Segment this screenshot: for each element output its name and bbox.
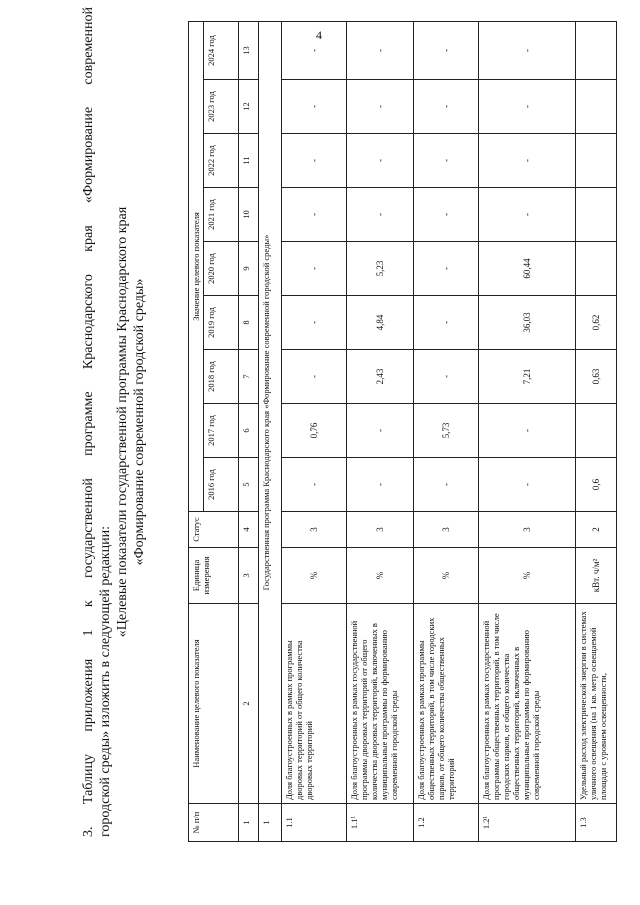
row-value: - <box>414 242 479 296</box>
column-index: 6 <box>239 404 259 458</box>
row-value: - <box>414 21 479 79</box>
row-value: - <box>282 134 347 188</box>
header-year: 2016 год <box>204 458 239 512</box>
row-value: 0,63 <box>576 350 617 404</box>
row-name: Доля благоустроенных в рамках программы общественных территорий, в том числе городских парков, от общего количества общественных территорий <box>414 604 479 804</box>
row-value: - <box>282 21 347 79</box>
row-value: - <box>282 242 347 296</box>
row-value: 0,76 <box>282 404 347 458</box>
row-value: - <box>414 350 479 404</box>
row-unit: % <box>414 548 479 604</box>
row-value <box>576 21 617 79</box>
row-value: - <box>282 80 347 134</box>
column-index: 12 <box>239 80 259 134</box>
row-name: Удельный расход электрической энергии в системах уличного освещения (на 1 кв. метр освещаемой площади с уровнем освещенности, <box>576 604 617 804</box>
target-indicators-table <box>188 21 617 842</box>
section-heading <box>80 7 148 837</box>
row-value: 5,23 <box>347 242 414 296</box>
row-value: 4,84 <box>347 296 414 350</box>
row-unit: % <box>479 548 576 604</box>
row-value: - <box>282 188 347 242</box>
table-header-row-1 <box>189 21 204 841</box>
row-num: 1.1 <box>282 804 347 842</box>
row-status: 3 <box>347 512 414 548</box>
column-index: 11 <box>239 134 259 188</box>
row-value: 7,21 <box>479 350 576 404</box>
column-index: 8 <box>239 296 259 350</box>
row-value: - <box>282 458 347 512</box>
row-value <box>576 134 617 188</box>
row-status: 2 <box>576 512 617 548</box>
heading-line-1: 3. Таблицу приложения 1 к государственной программе Краснодарского края «Формирование современной <box>81 7 96 837</box>
header-year: 2019 год <box>204 296 239 350</box>
row-value: - <box>414 296 479 350</box>
row-value: - <box>414 80 479 134</box>
row-value: - <box>347 458 414 512</box>
heading-line-2: городской среды» изложить в следующей редакции: <box>98 526 113 837</box>
header-year: 2017 год <box>204 404 239 458</box>
row-value: - <box>414 458 479 512</box>
row-value: - <box>414 134 479 188</box>
row-value <box>576 242 617 296</box>
table-row <box>347 21 414 841</box>
header-values-group: Значение целевого показателя <box>189 21 204 511</box>
column-index: 3 <box>239 548 259 604</box>
row-name: Доля благоустроенных в рамках государственной программы общественных территорий, в том числе городских парков, от общего количества общественных территорий, включенных в муниципальные программы по формированию современной городской среды <box>479 604 576 804</box>
row-value: 2,43 <box>347 350 414 404</box>
row-value <box>576 404 617 458</box>
row-value: - <box>479 21 576 79</box>
page-number: 4 <box>316 28 322 42</box>
header-year: 2022 год <box>204 134 239 188</box>
row-value <box>576 80 617 134</box>
header-year: 2020 год <box>204 242 239 296</box>
row-unit: % <box>282 548 347 604</box>
row-name: Доля благоустроенных в рамках государственной программы дворовых территорий от общего количества дворовых территорий, включенных в муниципальные программы по формированию современной городской среды <box>347 604 414 804</box>
row-value: 5,73 <box>414 404 479 458</box>
header-unit: Единица измерения <box>189 548 239 604</box>
row-value: - <box>414 188 479 242</box>
row-status: 3 <box>479 512 576 548</box>
row-value: - <box>479 404 576 458</box>
row-status: 3 <box>414 512 479 548</box>
header-year: 2024 год <box>204 21 239 79</box>
row-value: - <box>347 404 414 458</box>
row-value: 36,03 <box>479 296 576 350</box>
row-value: - <box>479 134 576 188</box>
section-title: Государственная программа Краснодарского края «Формирование современной городской среды» <box>259 21 282 803</box>
row-value: - <box>347 80 414 134</box>
column-index: 5 <box>239 458 259 512</box>
header-num: № п/п <box>189 804 239 842</box>
row-unit: % <box>347 548 414 604</box>
heading-line-4: «Формирование современной городской среды» <box>132 278 147 566</box>
column-index: 4 <box>239 512 259 548</box>
table-row <box>282 21 347 841</box>
row-unit: кВт. ч/м² <box>576 548 617 604</box>
header-year: 2023 год <box>204 80 239 134</box>
rotated-page-content <box>10 2 610 852</box>
row-value: - <box>347 21 414 79</box>
row-value: - <box>479 458 576 512</box>
row-value: - <box>347 134 414 188</box>
table-row <box>479 21 576 841</box>
section-num: 1 <box>259 804 282 842</box>
table-row <box>414 21 479 841</box>
row-status: 3 <box>282 512 347 548</box>
column-index: 10 <box>239 188 259 242</box>
row-num: 1.1¹ <box>347 804 414 842</box>
column-index: 7 <box>239 350 259 404</box>
row-num: 1.2¹ <box>479 804 576 842</box>
row-value <box>576 188 617 242</box>
row-value: 60,44 <box>479 242 576 296</box>
header-year: 2021 год <box>204 188 239 242</box>
row-value: - <box>479 80 576 134</box>
column-index: 2 <box>239 604 259 804</box>
section-row <box>259 21 282 841</box>
column-index-row <box>239 21 259 841</box>
row-value: - <box>282 296 347 350</box>
row-num: 1.3 <box>576 804 617 842</box>
row-value: - <box>479 188 576 242</box>
row-value: 0,62 <box>576 296 617 350</box>
row-value: 0,6 <box>576 458 617 512</box>
column-index: 13 <box>239 21 259 79</box>
row-value: - <box>282 350 347 404</box>
row-num: 1.2 <box>414 804 479 842</box>
row-name: Доля благоустроенных в рамках программы дворовых территорий от общего количества дворовых территорий <box>282 604 347 804</box>
header-year: 2018 год <box>204 350 239 404</box>
header-status: Статус <box>189 512 239 548</box>
column-index: 1 <box>239 804 259 842</box>
row-value: - <box>347 188 414 242</box>
heading-line-3: «Целевые показатели государственной программы Краснодарского края <box>115 206 130 638</box>
table-row <box>576 21 617 841</box>
header-name: Наименование целевого показателя <box>189 604 239 804</box>
column-index: 9 <box>239 242 259 296</box>
